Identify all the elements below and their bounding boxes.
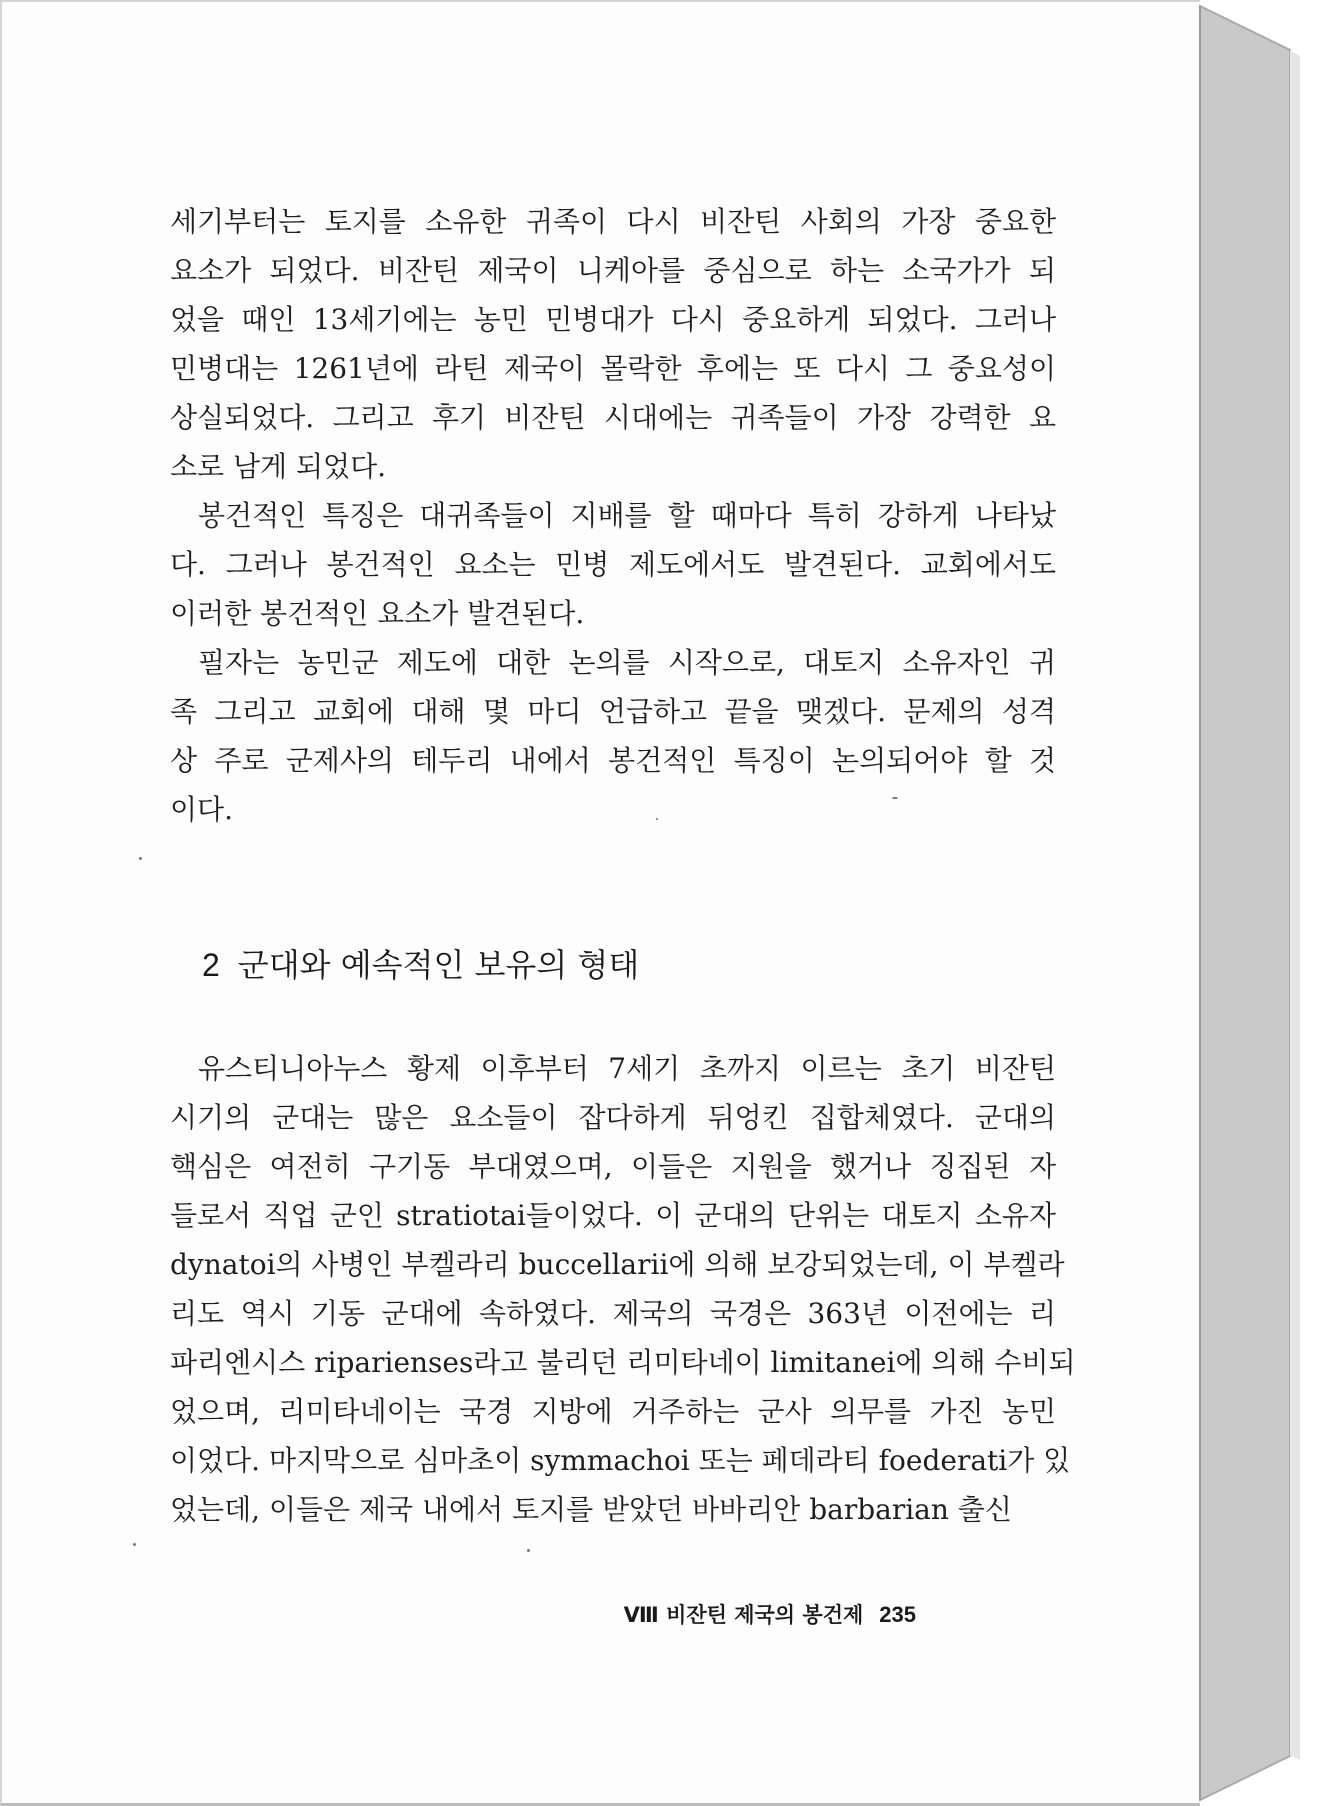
text-line: 세기부터는 토지를 소유한 귀족이 다시 비잔틴 사회의 가장 중요한 xyxy=(170,205,1056,238)
text-line: 필자는 농민군 제도에 대한 논의를 시작으로, 대토지 소유자인 귀 xyxy=(198,646,1056,679)
text-line: 소로 남게 되었다. xyxy=(170,450,387,483)
text-line: 파리엔시스 riparienses라고 불리던 리미타네이 limitanei에 의해 수비되 xyxy=(170,1346,1076,1379)
text-line: 었는데, 이들은 제국 내에서 토지를 받았던 바바리안 barbarian 출신 xyxy=(170,1493,1012,1526)
text-line: 다. 그러나 봉건적인 요소는 민병 제도에서도 발견된다. 교회에서도 xyxy=(170,548,1056,581)
text-line: dynatoi의 사병인 부켈라리 buccellarii에 의해 보강되었는데, 이 부켈라 xyxy=(170,1248,1065,1281)
text-line: 이다. xyxy=(170,793,233,826)
text-line: 민병대는 1261년에 라틴 제국이 몰락한 후에는 또 다시 그 중요성이 xyxy=(170,352,1056,385)
text-line: 이었다. 마지막으로 심마초이 symmachoi 또는 페데라티 foederati가 있 xyxy=(170,1444,1071,1477)
text-line: 리도 역시 기동 군대에 속하였다. 제국의 국경은 363년 이전에는 리 xyxy=(170,1297,1056,1330)
page-number: 235 xyxy=(879,1602,916,1627)
section-title: 군대와 예속적인 보유의 형태 xyxy=(237,946,640,984)
text-line: 요소가 되었다. 비잔틴 제국이 니케아를 중심으로 하는 소국가가 되 xyxy=(170,254,1056,287)
text-line: 었을 때인 13세기에는 농민 민병대가 다시 중요하게 되었다. 그러나 xyxy=(170,303,1056,336)
text-line: 었으며, 리미타네이는 국경 지방에 거주하는 군사 의무를 가진 농민 xyxy=(170,1395,1056,1428)
text-line: 유스티니아누스 황제 이후부터 7세기 초까지 이르는 초기 비잔틴 xyxy=(198,1052,1056,1085)
text-line: 시기의 군대는 많은 요소들이 잡다하게 뒤엉킨 집합체였다. 군대의 xyxy=(170,1101,1056,1134)
text-line: 봉건적인 특징은 대귀족들이 지배를 할 때마다 특히 강하게 나타났 xyxy=(198,499,1056,532)
text-line: 핵심은 여전히 구기동 부대였으며, 이들은 지원을 했거나 징집된 자 xyxy=(170,1150,1056,1183)
footer-chapter-title: Ⅷ 비잔틴 제국의 봉건제 xyxy=(623,1603,864,1627)
section-number: 2 xyxy=(202,947,220,983)
text-line: 들로서 직업 군인 stratiotai들이었다. 이 군대의 단위는 대토지 소유자 xyxy=(170,1199,1056,1232)
text-line: 족 그리고 교회에 대해 몇 마디 언급하고 끝을 맺겠다. 문제의 성격 xyxy=(170,695,1056,728)
text-line: 상 주로 군제사의 테두리 내에서 봉건적인 특징이 논의되어야 할 것 xyxy=(170,744,1056,777)
text-line: 상실되었다. 그리고 후기 비잔틴 시대에는 귀족들이 가장 강력한 요 xyxy=(170,401,1056,434)
text-line: 이러한 봉건적인 요소가 발견된다. xyxy=(170,597,585,630)
